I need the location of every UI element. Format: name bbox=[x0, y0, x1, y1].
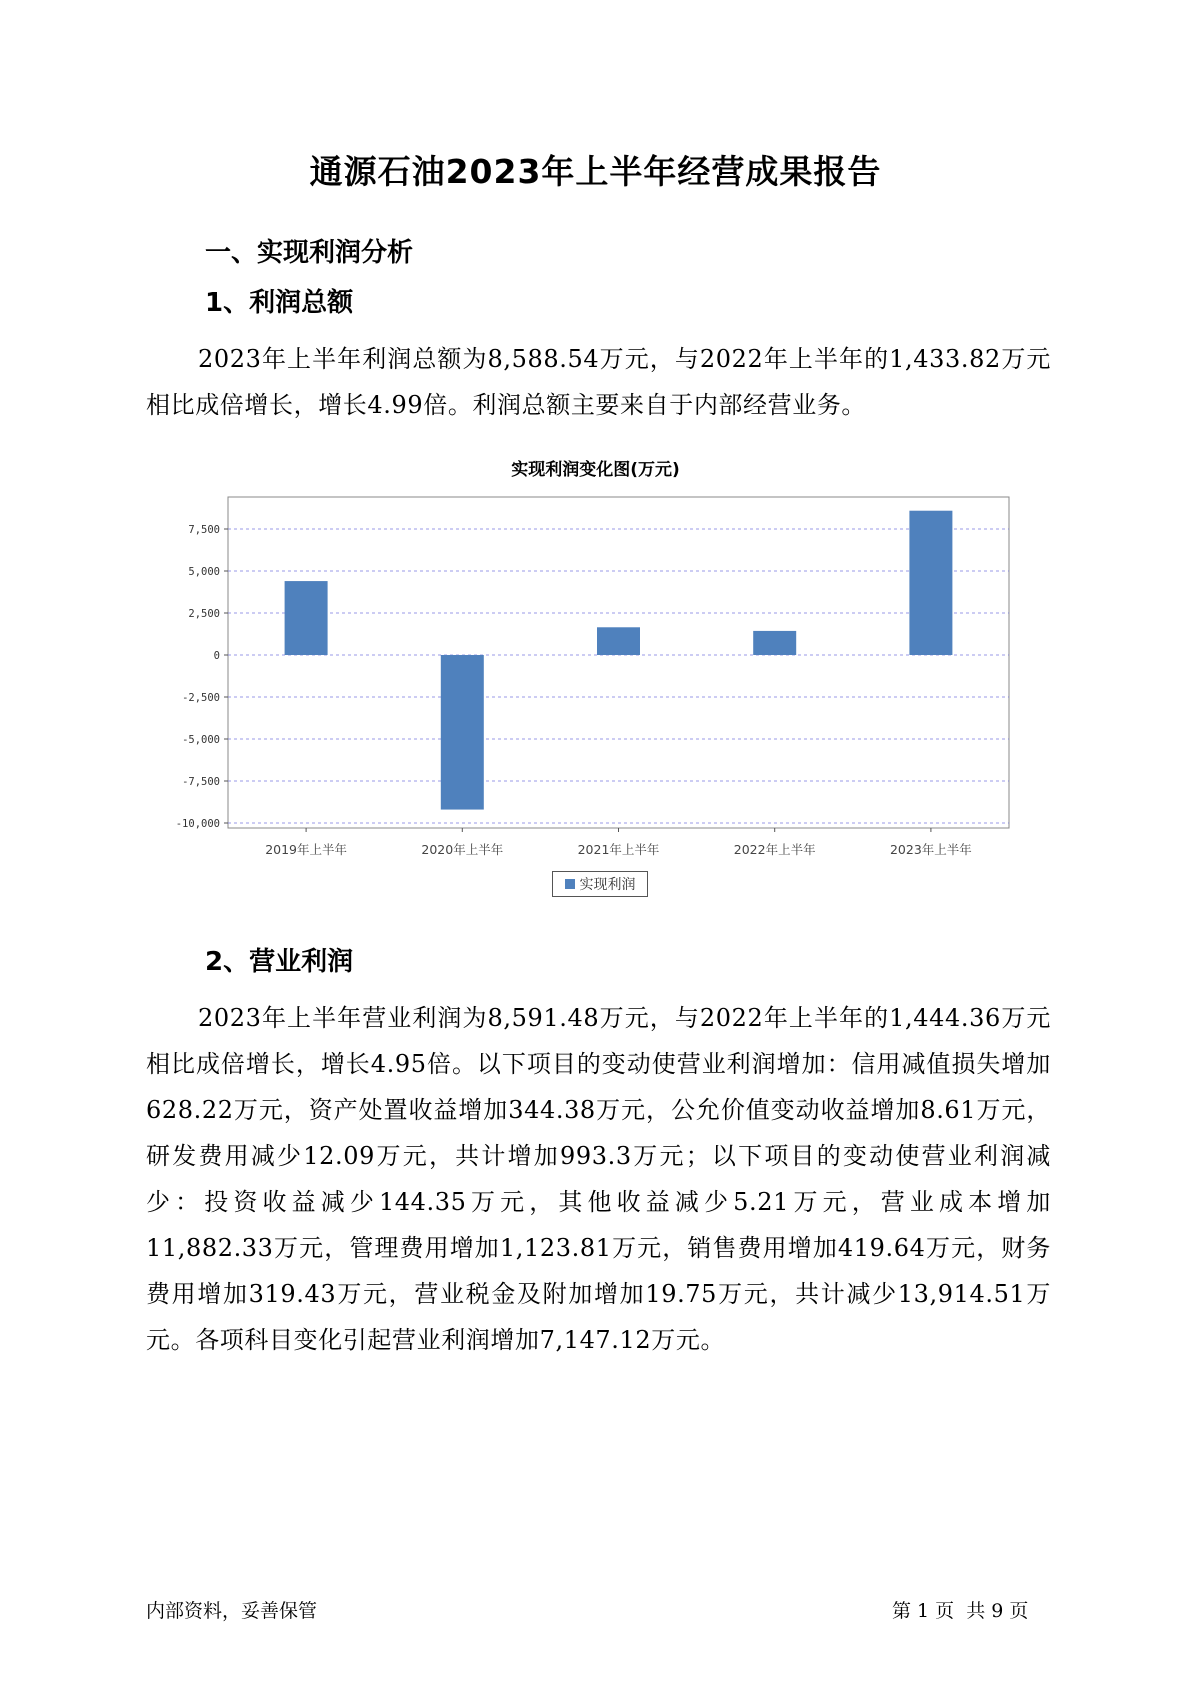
y-tick-label: -5,000 bbox=[182, 734, 220, 746]
bar bbox=[597, 627, 640, 655]
paragraph-operating-profit: 2023年上半年营业利润为8,591.48万元，与2022年上半年的1,444.36万元相比成倍增长，增长4.95倍。以下项目的变动使营业利润增加：信用减值损失增加628.22万元，资产处置收益增加344.38万元，公允价值变动收益增加8.61万元，研发费用减少12.09万元，共计增加993.3万元；以下项目的变动使营业利润减少：投资收益减少144.35万元，其他收益减少5.21万元，营业成本增加11,882.33万元，管理费用增加1,123.81万元，销售费用增加419.64万元，财务费用增加319.43万元，营业税金及附加增加19.75万元，共计减少13,914.51万元。各项科目变化引起营业利润增加7,147.12万元。 bbox=[146, 1004, 1051, 1354]
paragraph-total-profit: 2023年上半年利润总额为8,588.54万元，与2022年上半年的1,433.82万元相比成倍增长，增长4.99倍。利润总额主要来自于内部经营业务。 bbox=[146, 345, 1051, 419]
footer-page-number: 第 1 页 共 9 页 bbox=[892, 1600, 1029, 1622]
x-tick-label: 2020年上半年 bbox=[421, 842, 504, 857]
document-title: 通源石油2023年上半年经营成果报告 bbox=[309, 152, 882, 191]
subheading-total-profit: 1、利润总额 bbox=[205, 288, 354, 318]
x-tick-label: 2021年上半年 bbox=[577, 842, 660, 857]
bar bbox=[909, 511, 952, 655]
bar bbox=[285, 581, 328, 655]
x-tick-label: 2023年上半年 bbox=[889, 842, 972, 857]
chart-legend bbox=[552, 871, 648, 897]
y-tick-label: 5,000 bbox=[188, 566, 220, 578]
section-heading-profit-analysis: 一、实现利润分析 bbox=[205, 238, 414, 268]
plot-area bbox=[228, 497, 1009, 828]
y-tick-label: -10,000 bbox=[175, 818, 220, 830]
y-tick-label: 0 bbox=[213, 650, 220, 662]
y-tick-label: 7,500 bbox=[188, 524, 220, 536]
bar bbox=[753, 631, 796, 655]
y-tick-label: -7,500 bbox=[182, 776, 220, 788]
legend-label: 实现利润 bbox=[579, 877, 636, 893]
subheading-operating-profit: 2、营业利润 bbox=[205, 947, 354, 977]
footer-confidential-note: 内部资料，妥善保管 bbox=[146, 1600, 318, 1622]
chart-title: 实现利润变化图(万元) bbox=[511, 460, 680, 480]
x-tick-label: 2022年上半年 bbox=[733, 842, 816, 857]
y-tick-label: 2,500 bbox=[188, 608, 220, 620]
x-tick-label: 2019年上半年 bbox=[265, 842, 348, 857]
bar bbox=[441, 655, 484, 810]
y-tick-label: -2,500 bbox=[182, 692, 220, 704]
legend-swatch bbox=[565, 879, 575, 889]
